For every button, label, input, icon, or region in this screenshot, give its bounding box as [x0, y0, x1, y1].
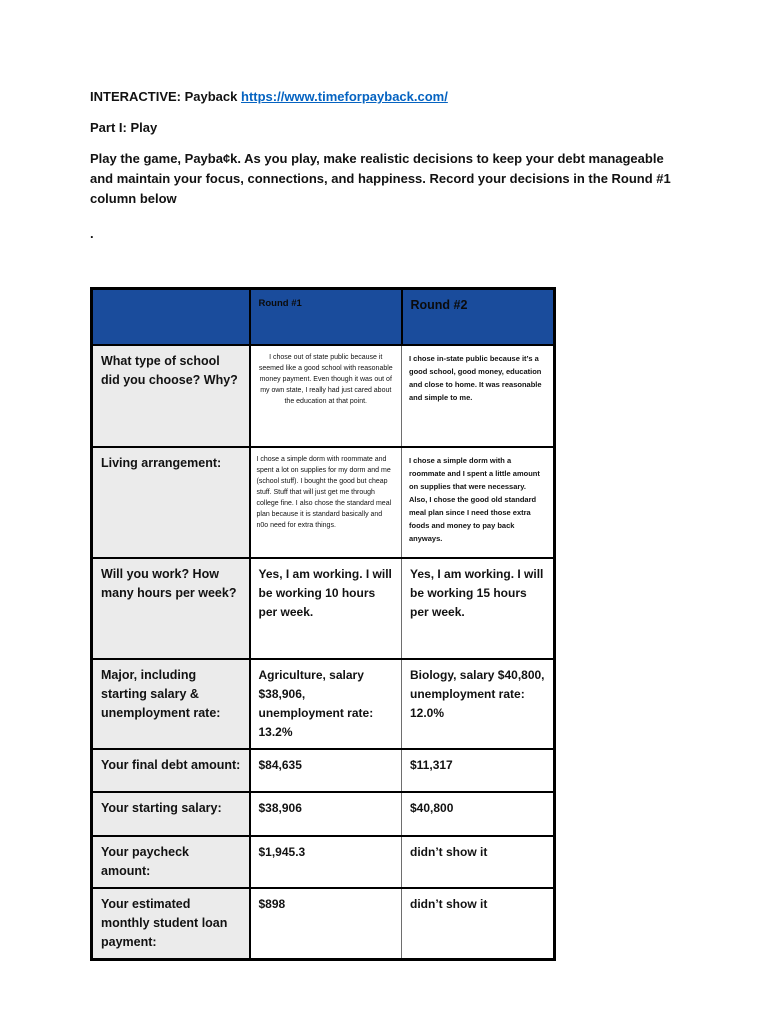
round2-cell: $11,317: [402, 749, 555, 792]
table-row-school-type: [92, 345, 555, 447]
table-row-starting-salary: [92, 792, 555, 836]
row-label-cell: Your estimated monthly student loan payment:: [92, 888, 250, 960]
decisions-table: [90, 287, 556, 961]
round1-cell: $1,945.3: [250, 836, 402, 888]
row-label-cell: Will you work? How many hours per week?: [92, 558, 250, 659]
part1-heading: Part I: Play: [90, 120, 158, 135]
round1-cell: I chose a simple dorm with roommate and spent a lot on supplies for my dorm and me (school stuff). I bought the good but cheap stuff. Stuff that will just get me through college fine. I also chose the standard meal plan because it is standard basically and n0o need for extra things.: [250, 447, 402, 558]
table-row-work-hours: [92, 558, 555, 659]
payback-link[interactable]: https://www.timeforpayback.com/: [241, 89, 448, 104]
round2-cell: I chose a simple dorm with a roommate and I spent a little amount on supplies that were necessary. Also, I chose the good old standard meal plan since I need those extra foods and money to pay back anyways.: [402, 447, 555, 558]
row-label-cell: What type of school did you choose? Why?: [92, 345, 250, 447]
table-row-major: [92, 659, 555, 749]
round2-cell: Yes, I am working. I will be working 15 hours per week.: [402, 558, 555, 659]
round1-cell: Yes, I am working. I will be working 10 hours per week.: [250, 558, 402, 659]
stray-period: .: [90, 226, 94, 241]
table-row-final-debt: [92, 749, 555, 792]
row-label-cell: Your starting salary:: [92, 792, 250, 836]
round1-cell: $84,635: [250, 749, 402, 792]
round2-cell: didn’t show it: [402, 888, 555, 960]
document-title: [90, 88, 680, 105]
round1-cell: I chose out of state public because it seemed like a good school with reasonable money payment. Even though it was out of my own state, I really had just cared about the education at that point.: [250, 345, 402, 447]
table-row-loan-payment: [92, 888, 555, 960]
table-header-row: [92, 289, 555, 346]
row-label-cell: Your final debt amount:: [92, 749, 250, 792]
title-text: INTERACTIVE: Payback: [90, 89, 238, 104]
row-label-cell: Living arrangement:: [92, 447, 250, 558]
row-label-cell: Your paycheck amount:: [92, 836, 250, 888]
table-row-living-arrangement: [92, 447, 555, 558]
round2-cell: I chose in-state public because it’s a good school, good money, education and close to home. It was reasonable and simple to me.: [402, 345, 555, 447]
blank-column-header: [92, 289, 250, 346]
round1-column-header: Round #1: [250, 289, 402, 346]
round2-cell: Biology, salary $40,800, unemployment rate: 12.0%: [402, 659, 555, 749]
round1-cell: $38,906: [250, 792, 402, 836]
row-label-cell: Major, including starting salary & unemployment rate:: [92, 659, 250, 749]
round2-cell: $40,800: [402, 792, 555, 836]
round1-cell: $898: [250, 888, 402, 960]
round1-cell: Agriculture, salary $38,906, unemployment rate: 13.2%: [250, 659, 402, 749]
intro-paragraph: Play the game, Payba¢k. As you play, make realistic decisions to keep your debt manageable and maintain your focus, connections, and happiness. Record your decisions in the Round #1 column below: [90, 151, 671, 206]
round2-column-header: Round #2: [402, 289, 555, 346]
round2-cell: didn’t show it: [402, 836, 555, 888]
table-row-paycheck: [92, 836, 555, 888]
